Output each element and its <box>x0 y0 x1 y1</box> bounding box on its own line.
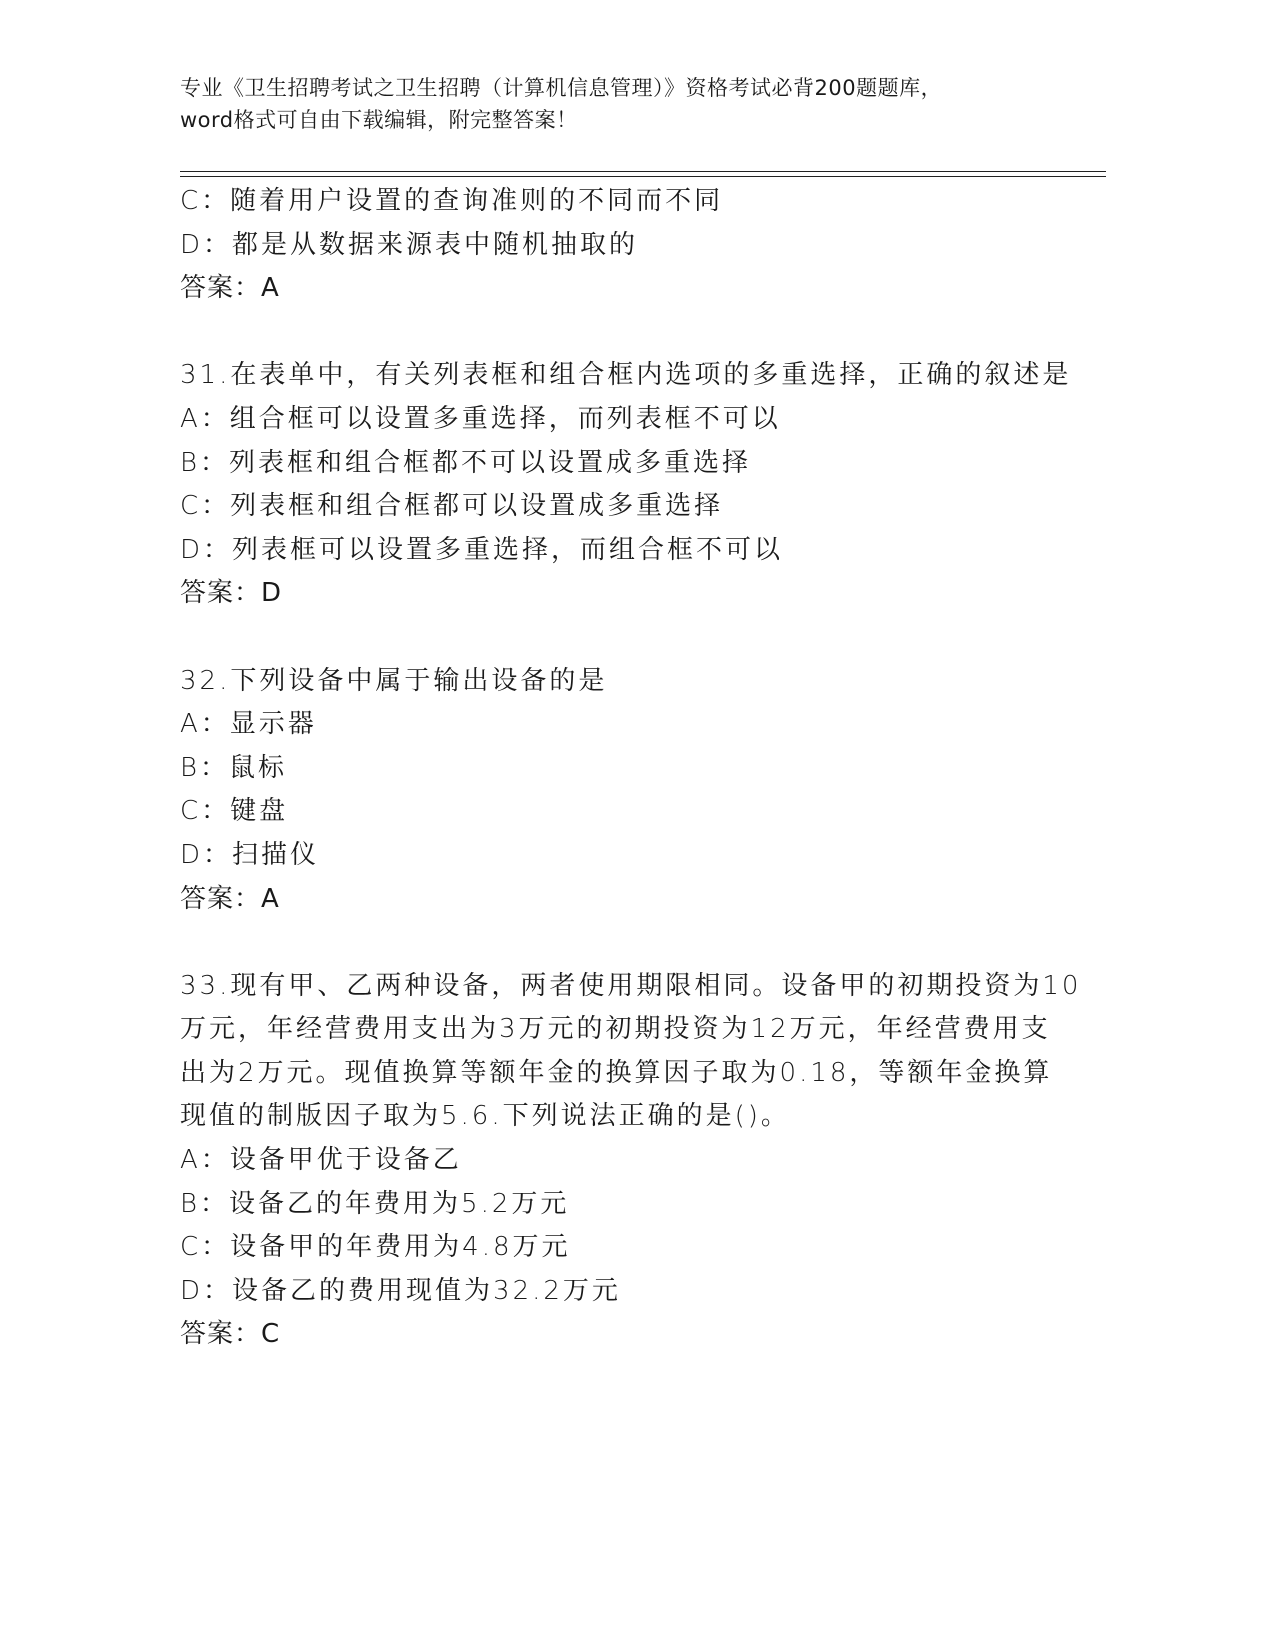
question-block-31 <box>180 354 1080 616</box>
header-title-line-2: word格式可自由下载编辑，附完整答案！ <box>180 108 578 132</box>
option-a: A：组合框可以设置多重选择，而列表框不可以 <box>180 403 781 434</box>
answer-label: 答案：D <box>180 578 283 609</box>
question-list <box>180 180 1080 1357</box>
question-stem: 32.下列设备中属于输出设备的是 <box>180 665 608 696</box>
question-block-33 <box>180 965 1080 1357</box>
option-d: D：列表框可以设置多重选择，而组合框不可以 <box>180 534 784 565</box>
question-stem-line-1: 33.现有甲、乙两种设备，两者使用期限相同。设备甲的初期投资为10 <box>180 970 1082 1001</box>
option-c: C：设备甲的年费用为4.8万元 <box>180 1232 571 1263</box>
spacer <box>180 311 1080 355</box>
header-title-line-1: 专业《卫生招聘考试之卫生招聘（计算机信息管理）》资格考试必背200题题库， <box>180 76 943 100</box>
option-c: C：键盘 <box>180 796 289 827</box>
header-divider-top <box>180 171 1106 172</box>
answer-label: 答案：A <box>180 883 280 914</box>
question-stem: 31.在表单中，有关列表框和组合框内选项的多重选择，正确的叙述是 <box>180 360 1072 391</box>
option-b: B：列表框和组合框都不可以设置成多重选择 <box>180 447 752 478</box>
question-stem-line-4: 现值的制版因子取为5.6.下列说法正确的是()。 <box>180 1101 790 1132</box>
question-block-32 <box>180 660 1080 922</box>
answer-label: 答案：A <box>180 273 280 304</box>
option-d: D：都是从数据来源表中随机抽取的 <box>180 229 639 260</box>
question-stem-line-2: 万元，年经营费用支出为3万元的初期投资为12万元，年经营费用支 <box>180 1014 1051 1045</box>
option-d: D：扫描仪 <box>180 839 320 870</box>
option-d: D：设备乙的费用现值为32.2万元 <box>180 1275 621 1306</box>
spacer <box>180 921 1080 965</box>
option-a: A：设备甲优于设备乙 <box>180 1145 462 1176</box>
document-header <box>180 72 1080 136</box>
prev-question-block <box>180 180 1080 311</box>
option-c: C：随着用户设置的查询准则的不同而不同 <box>180 186 724 216</box>
question-stem-line-3: 出为2万元。现值换算等额年金的换算因子取为0.18，等额年金换算 <box>180 1057 1053 1088</box>
option-c: C：列表框和组合框都可以设置成多重选择 <box>180 491 724 522</box>
option-b: B：设备乙的年费用为5.2万元 <box>180 1188 570 1219</box>
option-a: A：显示器 <box>180 709 317 740</box>
option-b: B：鼠标 <box>180 752 288 783</box>
spacer <box>180 616 1080 660</box>
header-divider-bottom <box>180 176 1106 177</box>
answer-label: 答案：C <box>180 1319 281 1350</box>
